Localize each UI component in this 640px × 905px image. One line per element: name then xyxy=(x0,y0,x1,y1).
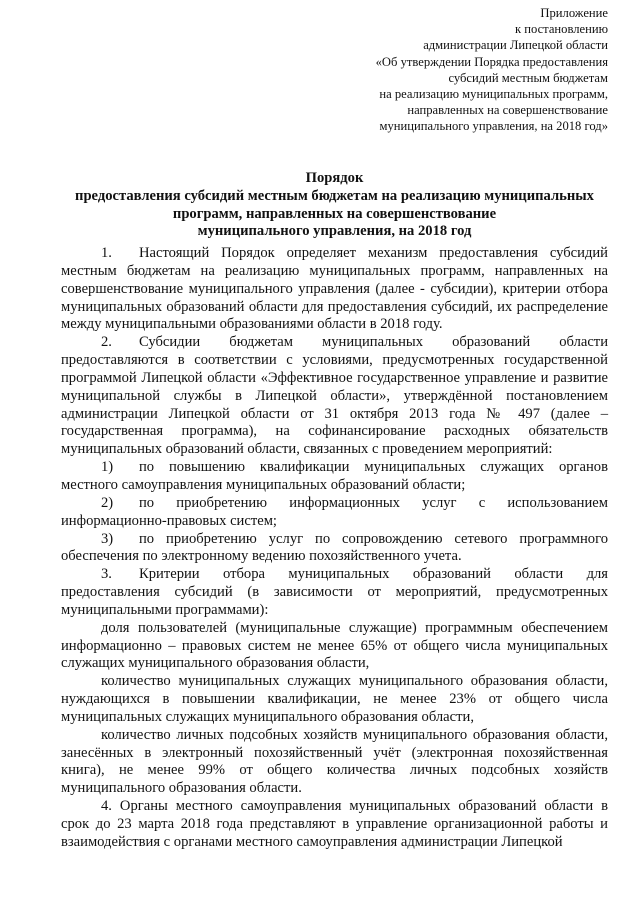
title-line: муниципального управления, на 2018 год xyxy=(197,223,472,240)
paragraph-number: 3. xyxy=(101,566,112,583)
annex-line: Приложение xyxy=(540,6,608,20)
annex-line: администрации Липецкой области xyxy=(423,38,608,53)
annex-line: направленных на совершенствование xyxy=(407,103,608,118)
annex-line: к постановлению xyxy=(514,22,608,37)
paragraph-number: 2. xyxy=(101,334,112,351)
annex-line: «Об утверждении Порядка предоставления xyxy=(375,54,608,69)
annex-block xyxy=(376,5,608,135)
criterion-2 xyxy=(61,673,608,727)
criterion-3 xyxy=(61,727,608,798)
list-item-3 xyxy=(61,531,608,567)
document-title xyxy=(61,170,608,241)
paragraph-number: 4. xyxy=(101,798,112,815)
paragraph-text: Настоящий Порядок определяет механизм предоставления субсидий местным бюджетам на реализацию муниципальных программ, направленных на совершенствование муниципального управления (далее - субсидии), критерии отбора муниципальных образований области для предоставления субсидий, их распределение между муниципальными образованиями области в 2018 году. xyxy=(61,245,608,333)
title-line: Порядок xyxy=(305,170,364,186)
list-number: 2) xyxy=(101,494,114,511)
annex-line: субсидий местным бюджетам xyxy=(448,70,608,85)
criterion-1 xyxy=(61,620,608,674)
list-number: 3) xyxy=(101,530,114,547)
criterion-text: количество муниципальных служащих муниципального образования области, нуждающихся в повышении квалификации, не менее 23% от общего числа муниципальных служащих муниципального образования области, xyxy=(61,673,608,725)
paragraph-3 xyxy=(61,566,608,620)
list-text: по повышению квалификации муниципальных служащих органов местного самоуправления муниципальных образований области; xyxy=(61,459,608,493)
paragraph-4 xyxy=(61,798,608,852)
list-text: по приобретению информационных услуг с использованием информационно-правовых систем; xyxy=(61,494,608,529)
paragraph-text: Субсидии бюджетам муниципальных образований области предоставляются в соответствии с условиями, предусмотренных государственной программой Липецкой области «Эффективное государственное управление и развитие муниципальной службы в Липецкой области», утверждённой постановлением администрации Липецкой области от 31 октября 2013 года № 497 (далее – государственная программа), на софинансирование расходных обязательств муниципальных образований области, связанных с проведением мероприятий: xyxy=(61,334,608,458)
document-body xyxy=(61,245,608,852)
paragraph-text: Критерии отбора муниципальных образований области для предоставления субсидий (в зависимости от мероприятий, предусмотренных муниципальными программами): xyxy=(61,566,608,618)
annex-line: на реализацию муниципальных программ, xyxy=(379,87,608,102)
list-item-2 xyxy=(61,495,608,531)
criterion-text: количество личных подсобных хозяйств муниципального образования области, занесённых в электронный похозяйственный учёт (электронная похозяйственная книга), не менее 99% от общего количества личных подсобных хозяйств муниципального образования области. xyxy=(61,726,608,797)
criterion-text: доля пользователей (муниципальные служащие) программным обеспечением информационно – правовых систем не менее 65% от общего числа муниципальных служащих муниципального образования области, xyxy=(61,619,608,672)
paragraph-number: 1. xyxy=(101,245,112,261)
paragraph-2 xyxy=(61,334,608,459)
paragraph-text: Органы местного самоуправления муниципальных образований области в срок до 23 марта 2018 года представляют в управление организационной работы и взаимодействия с органами местного самоуправления администрации Липецкой xyxy=(61,798,608,850)
list-text: по приобретению услуг по сопровождению сетевого программного обеспечения по электронному ведению похозяйственного учета. xyxy=(61,530,608,565)
title-line: предоставления субсидий местным бюджетам на реализацию муниципальных xyxy=(75,187,594,204)
list-number: 1) xyxy=(101,459,114,476)
paragraph-1 xyxy=(61,245,608,334)
title-line: программ, направленных на совершенствование xyxy=(172,205,497,222)
list-item-1 xyxy=(61,459,608,495)
annex-line: муниципального управления, на 2018 год» xyxy=(379,119,608,134)
